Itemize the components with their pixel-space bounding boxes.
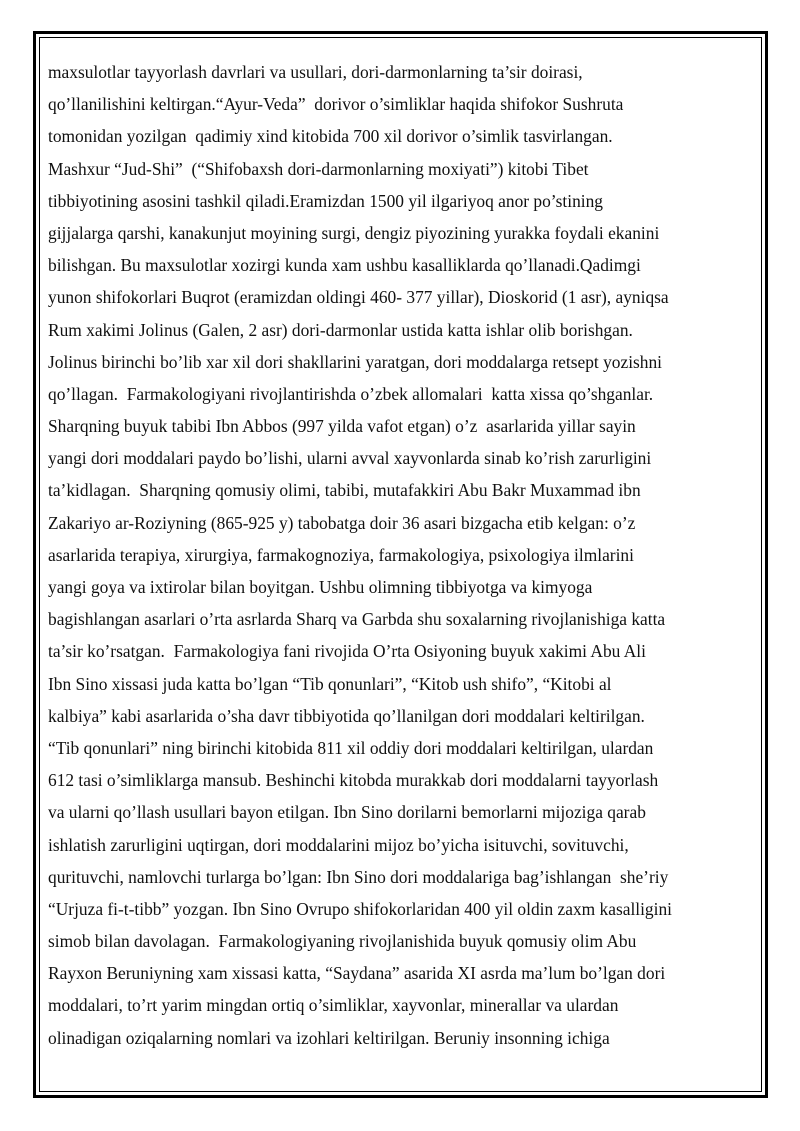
text-line: Jolinus birinchi bo’lib xar xil dori shakllarini yaratgan, dori moddalarga retsept yozishni	[48, 351, 663, 372]
text-line: Ibn Sino xissasi juda katta bo’lgan “Tib qonunlari”, “Kitob ush shifo”, “Kitobi al	[48, 673, 612, 694]
text-line: yunon shifokorlari Buqrot (eramizdan oldingi 460- 377 yillar), Dioskorid (1 asr), ayniqsa	[48, 287, 669, 308]
text-line: simob bilan davolagan. Farmakologiyaning rivojlanishida buyuk qomusiy olim Abu	[48, 931, 637, 952]
text-line: olinadigan oziqalarning nomlari va izohlari keltirilgan. Beruniy insonning ichiga	[48, 1027, 610, 1048]
text-line: bilishgan. Bu maxsulotlar xozirgi kunda xam ushbu kasalliklarda qo’llanadi.Qadimgi	[48, 255, 641, 276]
text-line: Rayxon Beruniyning xam xissasi katta, “Saydana” asarida XI asrda ma’lum bo’lgan dori	[48, 963, 666, 984]
text-line: Zakariyo ar-Roziyning (865-925 y) tabobatga doir 36 asari bizgacha etib kelgan: o’z	[48, 512, 636, 533]
text-line: qo’llagan. Farmakologiyani rivojlantirishda o’zbek allomalari katta xissa qo’shganlar.	[48, 383, 654, 404]
text-line: moddalari, to’rt yarim mingdan ortiq o’simliklar, xayvonlar, minerallar va ulardan	[48, 995, 619, 1016]
text-line: asarlarida terapiya, xirurgiya, farmakognoziya, farmakologiya, psixologiya ilmlarini	[48, 544, 634, 565]
text-line: bagishlangan asarlari o’rta asrlarda Sharq va Garbda shu soxalarning rivojlanishiga katta	[48, 609, 666, 630]
text-line: qurituvchi, namlovchi turlarga bo’lgan: Ibn Sino dori moddalariga bag’ishlangan she’riy	[48, 866, 669, 887]
text-line: Rum xakimi Jolinus (Galen, 2 asr) dori-darmonlar ustida katta ishlar olib borishgan.	[48, 319, 633, 340]
text-line: “Tib qonunlari” ning birinchi kitobida 811 xil oddiy dori moddalari keltirilgan, ulardan	[48, 737, 654, 758]
text-line: “Urjuza fi-t-tibb” yozgan. Ibn Sino Ovrupo shifokorlaridan 400 yil oldin zaxm kasalligini	[48, 898, 672, 919]
text-line: tomonidan yozilgan qadimiy xind kitobida 700 xil dorivor o’simlik tasvirlangan.	[48, 126, 613, 147]
text-line: gijjalarga qarshi, kanakunjut moyining surgi, dengiz piyozining yurakka foydali ekanini	[48, 222, 660, 243]
text-line: maxsulotlar tayyorlash davrlari va usullari, dori-darmonlarning ta’sir doirasi,	[48, 62, 583, 82]
text-line: ta’kidlagan. Sharqning qomusiy olimi, tabibi, mutafakkiri Abu Bakr Muxammad ibn	[48, 480, 641, 501]
text-line: tibbiyotining asosini tashkil qiladi.Eramizdan 1500 yil ilgariyoq anor po’stining	[48, 190, 603, 211]
text-line: Mashxur “Jud-Shi” (“Shifobaxsh dori-darmonlarning moxiyati”) kitobi Tibet	[48, 158, 589, 179]
text-line: Sharqning buyuk tabibi Ibn Abbos (997 yilda vafot etgan) o’z asarlarida yillar sayin	[48, 416, 636, 437]
text-line: qo’llanilishini keltirgan.“Ayur-Veda” dorivor o’simliklar haqida shifokor Sushruta	[48, 94, 624, 115]
text-line: va ularni qo’llash usullari bayon etilgan. Ibn Sino dorilarni bemorlarni mijoziga qarab	[48, 802, 646, 823]
text-line: yangi goya va ixtirolar bilan boyitgan. Ushbu olimning tibbiyotga va kimyoga	[48, 577, 593, 597]
text-line: ta’sir ko’rsatgan. Farmakologiya fani rivojida O’rta Osiyoning buyuk xakimi Abu Ali	[48, 641, 646, 662]
text-line: yangi dori moddalari paydo bo’lishi, ularni avval xayvonlarda sinab ko’rish zarurligini	[48, 448, 652, 469]
text-line: ishlatish zarurligini uqtirgan, dori moddalarini mijoz bo’yicha isituvchi, sovituvchi,	[48, 834, 629, 855]
text-line: 612 tasi o’simliklarga mansub. Beshinchi kitobda murakkab dori moddalarni tayyorlash	[48, 770, 659, 791]
body-text	[48, 56, 728, 1054]
text-line: kalbiya” kabi asarlarida o’sha davr tibbiyotida qo’llanilgan dori moddalari keltirilgan.	[48, 705, 645, 726]
